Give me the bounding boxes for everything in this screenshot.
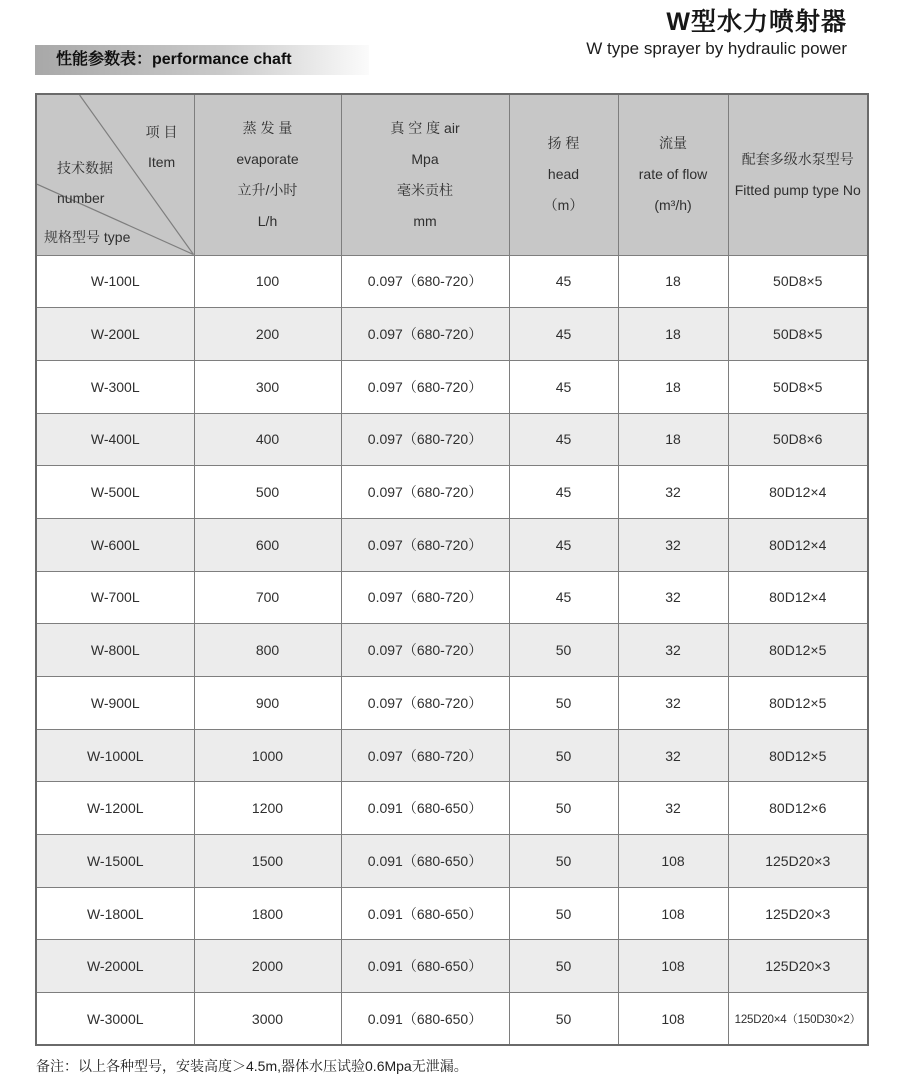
cell-vacuum: 0.097（680-720） <box>341 624 509 677</box>
cell-vacuum: 0.097（680-720） <box>341 255 509 308</box>
cell-model: W-300L <box>36 360 194 413</box>
column-header-line: Fitted pump type No <box>734 181 861 198</box>
cell-evaporate: 700 <box>194 571 341 624</box>
footnote: 备注：以上各种型号，安装高度＞4.5m,器体水压试验0.6Mpa无泄漏。 <box>36 1058 468 1074</box>
page-title-chinese: W型水力喷射器 <box>666 8 847 36</box>
corner-item-en: Item <box>147 154 176 170</box>
cell-head: 45 <box>509 466 618 519</box>
cell-model: W-3000L <box>36 993 194 1046</box>
section-title-bar <box>35 45 369 75</box>
cell-evaporate: 1000 <box>194 729 341 782</box>
table-header <box>36 94 868 255</box>
cell-pump: 125D20×3 <box>728 835 868 888</box>
cell-head: 45 <box>509 518 618 571</box>
cell-flow: 32 <box>618 466 728 519</box>
cell-pump: 80D12×6 <box>728 782 868 835</box>
cell-head: 50 <box>509 624 618 677</box>
cell-pump: 80D12×4 <box>728 571 868 624</box>
cell-vacuum: 0.097（680-720） <box>341 518 509 571</box>
cell-flow: 108 <box>618 940 728 993</box>
cell-vacuum: 0.097（680-720） <box>341 729 509 782</box>
column-header-line: 扬 程 <box>547 135 580 152</box>
column-header-evaporate <box>194 94 341 255</box>
page-title-block <box>586 7 847 59</box>
cell-head: 50 <box>509 677 618 730</box>
cell-vacuum: 0.091（680-650） <box>341 993 509 1046</box>
cell-flow: 32 <box>618 677 728 730</box>
table-body <box>36 255 868 1045</box>
cell-model: W-500L <box>36 466 194 519</box>
corner-label-number <box>57 153 113 213</box>
cell-flow: 32 <box>618 729 728 782</box>
cell-evaporate: 3000 <box>194 993 341 1046</box>
column-header-flow <box>618 94 728 255</box>
cell-model: W-1500L <box>36 835 194 888</box>
table-row <box>36 729 868 782</box>
table-row <box>36 940 868 993</box>
cell-pump: 50D8×5 <box>728 308 868 361</box>
cell-head: 50 <box>509 940 618 993</box>
cell-head: 50 <box>509 782 618 835</box>
cell-vacuum: 0.097（680-720） <box>341 413 509 466</box>
cell-pump: 50D8×6 <box>728 413 868 466</box>
cell-pump: 125D20×4（150D30×2） <box>728 993 868 1046</box>
corner-label-item <box>146 117 178 177</box>
cell-flow: 32 <box>618 571 728 624</box>
cell-flow: 108 <box>618 993 728 1046</box>
cell-head: 45 <box>509 255 618 308</box>
cell-head: 50 <box>509 835 618 888</box>
page-title-english: W type sprayer by hydraulic power <box>586 39 847 58</box>
cell-model: W-800L <box>36 624 194 677</box>
cell-model: W-400L <box>36 413 194 466</box>
cell-evaporate: 1500 <box>194 835 341 888</box>
cell-vacuum: 0.097（680-720） <box>341 571 509 624</box>
cell-pump: 125D20×3 <box>728 940 868 993</box>
cell-vacuum: 0.091（680-650） <box>341 835 509 888</box>
cell-head: 50 <box>509 729 618 782</box>
cell-evaporate: 400 <box>194 413 341 466</box>
cell-head: 50 <box>509 887 618 940</box>
column-header-line: head <box>547 166 580 183</box>
cell-evaporate: 800 <box>194 624 341 677</box>
table-row <box>36 624 868 677</box>
cell-evaporate: 200 <box>194 308 341 361</box>
cell-pump: 80D12×4 <box>728 466 868 519</box>
column-header-line: (m³/h) <box>654 197 692 214</box>
column-header-line: 流量 <box>659 135 687 152</box>
cell-head: 45 <box>509 308 618 361</box>
cell-vacuum: 0.097（680-720） <box>341 360 509 413</box>
column-header-line: （m） <box>543 197 584 214</box>
table-row <box>36 255 868 308</box>
cell-evaporate: 1200 <box>194 782 341 835</box>
corner-label-type: 规格型号 type <box>44 228 131 245</box>
column-header-pump <box>728 94 868 255</box>
cell-model: W-700L <box>36 571 194 624</box>
corner-number-en: number <box>57 190 105 206</box>
cell-evaporate: 500 <box>194 466 341 519</box>
cell-head: 45 <box>509 571 618 624</box>
cell-model: W-2000L <box>36 940 194 993</box>
column-header-line: 毫米贡柱 <box>397 181 453 198</box>
cell-model: W-600L <box>36 518 194 571</box>
cell-evaporate: 600 <box>194 518 341 571</box>
cell-vacuum: 0.091（680-650） <box>341 782 509 835</box>
cell-vacuum: 0.097（680-720） <box>341 466 509 519</box>
table-row <box>36 518 868 571</box>
cell-model: W-900L <box>36 677 194 730</box>
cell-pump: 80D12×4 <box>728 518 868 571</box>
column-header-line: mm <box>413 212 437 229</box>
cell-vacuum: 0.097（680-720） <box>341 308 509 361</box>
cell-head: 50 <box>509 993 618 1046</box>
column-header-line: 真 空 度 air <box>390 119 460 136</box>
table-row <box>36 360 868 413</box>
cell-evaporate: 100 <box>194 255 341 308</box>
cell-head: 45 <box>509 360 618 413</box>
header-row <box>36 94 868 255</box>
cell-flow: 32 <box>618 782 728 835</box>
cell-flow: 108 <box>618 835 728 888</box>
cell-evaporate: 2000 <box>194 940 341 993</box>
cell-model: W-200L <box>36 308 194 361</box>
cell-model: W-1800L <box>36 887 194 940</box>
cell-model: W-1200L <box>36 782 194 835</box>
column-header-model <box>36 94 194 255</box>
section-title: 性能参数表：performance chaft <box>56 51 292 68</box>
column-header-vacuum <box>341 94 509 255</box>
table-row <box>36 993 868 1046</box>
corner-item-cn: 项 目 <box>145 124 178 140</box>
table-row <box>36 887 868 940</box>
cell-vacuum: 0.097（680-720） <box>341 677 509 730</box>
column-header-line: rate of flow <box>638 166 708 183</box>
cell-pump: 80D12×5 <box>728 729 868 782</box>
performance-table <box>35 93 869 1046</box>
table-row <box>36 466 868 519</box>
column-header-line: L/h <box>257 212 278 229</box>
cell-evaporate: 900 <box>194 677 341 730</box>
cell-pump: 80D12×5 <box>728 677 868 730</box>
table-row <box>36 308 868 361</box>
table-row <box>36 782 868 835</box>
cell-evaporate: 1800 <box>194 887 341 940</box>
column-header-line: 立升/小时 <box>237 181 298 198</box>
cell-flow: 108 <box>618 887 728 940</box>
cell-model: W-100L <box>36 255 194 308</box>
cell-flow: 18 <box>618 255 728 308</box>
cell-flow: 32 <box>618 624 728 677</box>
column-header-line: 配套多级水泵型号 <box>741 150 854 167</box>
cell-head: 45 <box>509 413 618 466</box>
cell-vacuum: 0.091（680-650） <box>341 940 509 993</box>
cell-pump: 80D12×5 <box>728 624 868 677</box>
table-row <box>36 571 868 624</box>
cell-flow: 18 <box>618 413 728 466</box>
corner-number-cn: 技术数据 <box>57 160 113 176</box>
column-header-line: 蒸 发 量 <box>242 119 293 136</box>
cell-flow: 18 <box>618 360 728 413</box>
cell-vacuum: 0.091（680-650） <box>341 887 509 940</box>
column-header-head <box>509 94 618 255</box>
cell-evaporate: 300 <box>194 360 341 413</box>
table-row <box>36 835 868 888</box>
column-header-line: Mpa <box>411 150 439 167</box>
table-row <box>36 677 868 730</box>
cell-pump: 50D8×5 <box>728 360 868 413</box>
cell-flow: 32 <box>618 518 728 571</box>
column-header-line: evaporate <box>236 150 299 167</box>
cell-pump: 50D8×5 <box>728 255 868 308</box>
table-row <box>36 413 868 466</box>
cell-flow: 18 <box>618 308 728 361</box>
cell-model: W-1000L <box>36 729 194 782</box>
cell-pump: 125D20×3 <box>728 887 868 940</box>
